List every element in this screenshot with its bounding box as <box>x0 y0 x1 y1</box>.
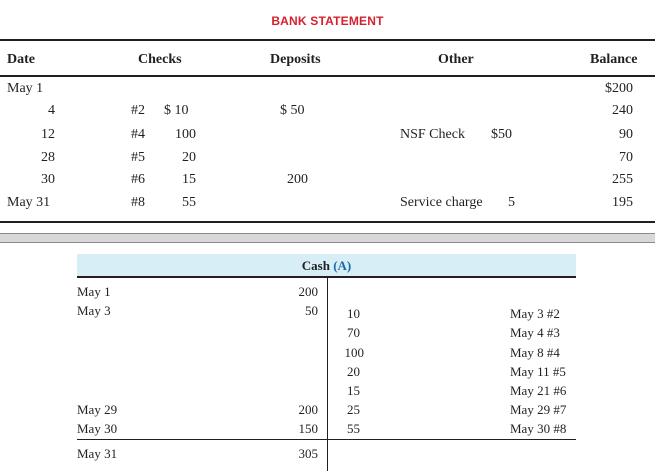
row-check-amount: 15 <box>182 172 196 187</box>
row-check-amount: 20 <box>182 150 196 165</box>
row-date: May 31 <box>7 195 51 210</box>
other-header: Other <box>438 52 474 67</box>
credit-amount: 15 <box>347 383 360 398</box>
row-check-number: #4 <box>131 127 145 142</box>
credit-reference: May 30 #8 <box>510 421 567 436</box>
row-balance: 195 <box>612 195 633 210</box>
header-bottom-rule <box>0 75 655 77</box>
row-other-amount: 5 <box>508 195 515 210</box>
ending-balance-amount: 305 <box>298 446 318 461</box>
t-account-name: Cash <box>301 258 334 273</box>
credit-reference: May 4 #3 <box>510 325 560 340</box>
debit-amount: 200 <box>298 284 318 299</box>
t-account-total-rule <box>77 439 576 440</box>
credit-amount: 100 <box>344 345 364 360</box>
row-check-number: #5 <box>131 150 145 165</box>
row-date: 12 <box>41 127 55 142</box>
row-balance: 70 <box>619 150 633 165</box>
date-header: Date <box>7 52 35 67</box>
row-other-amount: $50 <box>491 127 512 142</box>
credit-amount: 55 <box>347 421 360 436</box>
row-check-number: #8 <box>131 195 145 210</box>
row-date: May 1 <box>7 81 44 96</box>
debit-amount: 50 <box>305 303 318 318</box>
row-balance: 90 <box>619 127 633 142</box>
debit-amount: 200 <box>298 402 318 417</box>
t-account-type: (A) <box>333 258 352 273</box>
row-check-number: #6 <box>131 172 145 187</box>
credit-amount: 70 <box>347 325 360 340</box>
credit-reference: May 3 #2 <box>510 306 560 321</box>
credit-reference: May 8 #4 <box>510 345 560 360</box>
row-check-amount: $ 10 <box>164 103 189 118</box>
credit-amount: 25 <box>347 402 360 417</box>
credit-reference: May 21 #6 <box>510 383 567 398</box>
checks-header: Checks <box>138 52 182 67</box>
row-other-label: NSF Check <box>400 127 465 142</box>
statement-bottom-rule <box>0 221 655 223</box>
row-balance: 255 <box>612 172 633 187</box>
debit-date: May 30 <box>77 421 118 436</box>
row-check-number: #2 <box>131 103 145 118</box>
row-date: 30 <box>41 172 55 187</box>
credit-reference: May 29 #7 <box>510 402 567 417</box>
row-check-amount: 55 <box>182 195 196 210</box>
row-date: 4 <box>48 103 55 118</box>
credit-amount: 10 <box>347 306 360 321</box>
row-deposit: $ 50 <box>280 103 305 118</box>
t-account-title <box>77 258 576 274</box>
credit-amount: 20 <box>347 364 360 379</box>
t-account-center-line <box>327 277 328 471</box>
deposits-header: Deposits <box>270 52 321 67</box>
row-other-label: Service charge <box>400 195 483 210</box>
debit-amount: 150 <box>298 421 318 436</box>
row-balance: $200 <box>605 81 633 96</box>
balance-header: Balance <box>590 52 638 67</box>
debit-date: May 3 <box>77 303 111 318</box>
row-date: 28 <box>41 150 55 165</box>
credit-reference: May 11 #5 <box>510 364 566 379</box>
debit-date: May 1 <box>77 284 111 299</box>
row-deposit: 200 <box>287 172 308 187</box>
header-top-rule <box>0 39 655 41</box>
ending-balance-date: May 31 <box>77 446 118 461</box>
debit-date: May 29 <box>77 402 118 417</box>
row-balance: 240 <box>612 103 633 118</box>
section-divider <box>0 233 655 243</box>
row-check-amount: 100 <box>175 127 196 142</box>
bank-statement-title: BANK STATEMENT <box>271 14 384 28</box>
